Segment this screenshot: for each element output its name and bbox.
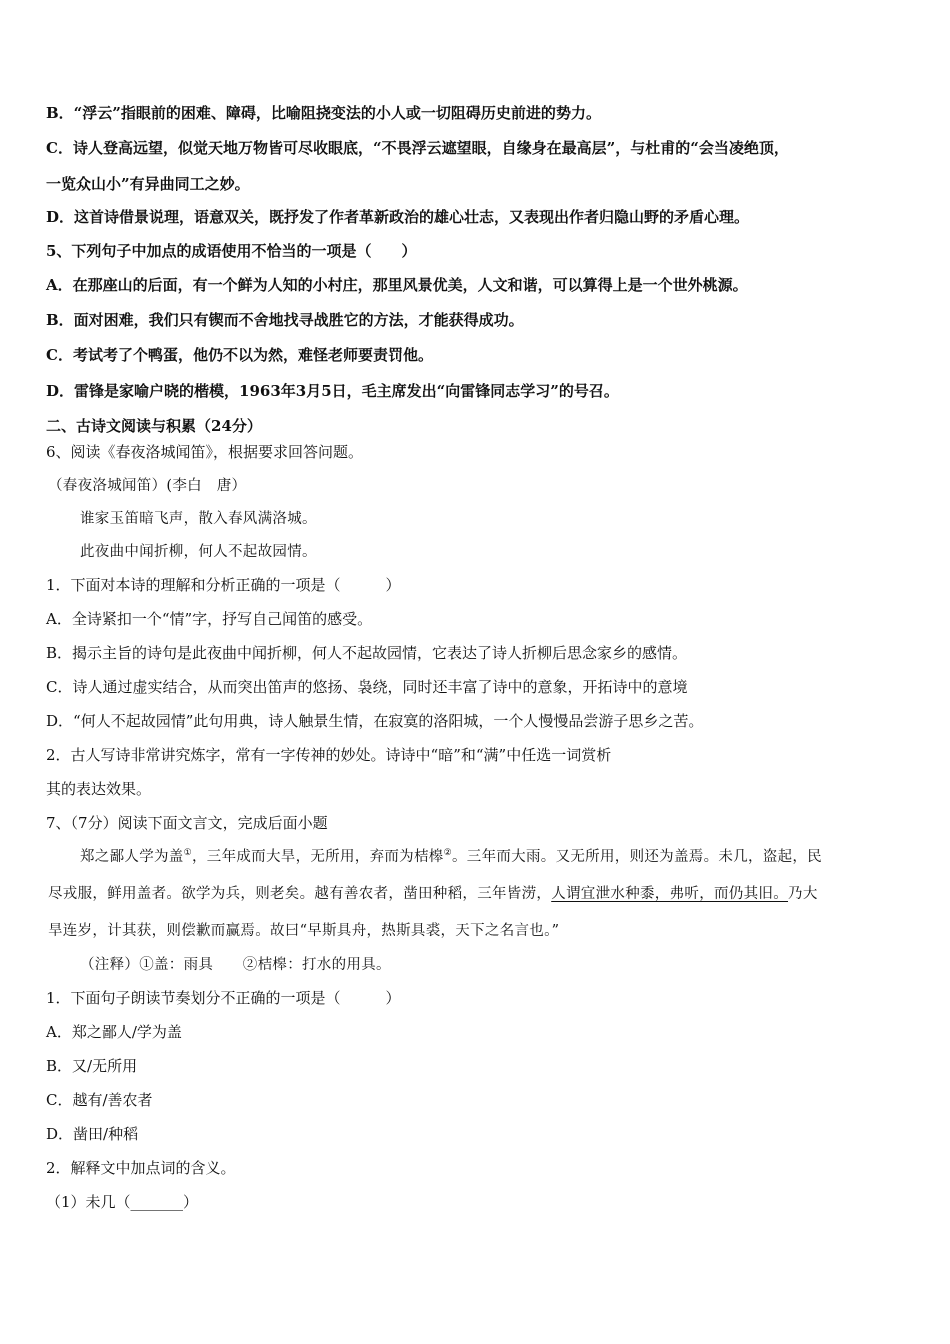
passage-text: 。三年而大雨。又无所用，则还为盖焉。未几，盗起，民 [451, 849, 822, 865]
passage-text: 尽戎服，鲜用盖者。欲学为兵，则老矣。越有善农者，凿田种稻，三年皆涝， [48, 886, 552, 902]
question-5-option-d: D．雷锋是家喻户晓的楷模，1963年3月5日，毛主席发出“向雷锋同志学习”的号召。 [46, 382, 619, 400]
question-7-1-option-d: D．凿田/种稻 [46, 1125, 139, 1143]
classical-passage-line-3: 旱连岁，计其获，则偿歉而赢焉。故曰“早斯具舟，热斯具裘，天下之名言也。” [48, 923, 560, 939]
footnote-marker-2: ② [443, 848, 452, 859]
poem-title: （春夜洛城闻笛）(李白 唐） [48, 478, 247, 494]
option-d-line: D．这首诗借景说理，语意双关，既抒发了作者革新政治的雄心壮志，又表现出作者归隐山野的矛盾心理。 [46, 208, 750, 226]
annotation-note: （注释）①盖：雨具 ②桔槔：打水的用具。 [80, 957, 391, 973]
question-5-option-b: B．面对困难，我们只有锲而不舍地找寻战胜它的方法，才能获得成功。 [46, 311, 524, 329]
passage-text: ，三年成而大旱，无所用，弃而为桔槔 [191, 849, 444, 865]
option-c-continuation: 一览众山小”有异曲同工之妙。 [46, 175, 250, 193]
question-6-2-continuation: 其的表达效果。 [46, 780, 152, 798]
question-6: 6、阅读《春夜洛城闻笛》，根据要求回答问题。 [46, 443, 364, 461]
question-7-1: 1．下面句子朗读节奏划分不正确的一项是（ ） [46, 989, 401, 1007]
question-5-option-a: A．在那座山的后面，有一个鲜为人知的小村庄，那里风景优美，人文和谐，可以算得上是一个世外桃源。 [46, 276, 748, 294]
question-7-1-option-b: B．又/无所用 [46, 1057, 138, 1075]
underlined-sentence: 人谓宜泄水种黍，弗听，而仍其旧。 [551, 886, 789, 902]
question-5: 5、下列句子中加点的成语使用不恰当的一项是（ ） [46, 242, 417, 260]
question-7-2: 2．解释文中加点词的含义。 [46, 1159, 236, 1177]
question-7: 7、（7分）阅读下面文言文，完成后面小题 [46, 814, 328, 832]
question-7-1-option-a: A．郑之鄙人/学为盖 [46, 1023, 182, 1041]
question-6-2: 2．古人写诗非常讲究炼字，常有一字传神的妙处。诗诗中“暗”和“满”中任选一词赏析 [46, 746, 612, 764]
question-6-1: 1．下面对本诗的理解和分析正确的一项是（ ） [46, 576, 401, 594]
classical-passage-line-2 [48, 884, 818, 904]
question-7-1-option-c: C．越有/善农者 [46, 1091, 153, 1109]
option-c-line: C．诗人登高远望，似觉天地万物皆可尽收眼底，“不畏浮云遮望眼，自缘身在最高层”，与杜甫的“会当凌绝顶， [46, 139, 789, 157]
poem-line-2: 此夜曲中闻折柳，何人不起故园情。 [80, 544, 317, 560]
footnote-marker-1: ① [183, 848, 192, 859]
option-b-line: B．“浮云”指眼前的困难、障碍，比喻阻挠变法的小人或一切阻碍历史前进的势力。 [46, 104, 601, 122]
question-6-1-option-a: A．全诗紧扣一个“情”字，抒写自己闻笛的感受。 [46, 610, 373, 628]
passage-text: 郑之鄙人学为盖 [80, 849, 184, 865]
section-2-heading: 二、古诗文阅读与积累（24分） [46, 417, 262, 435]
poem-line-1: 谁家玉笛暗飞声，散入春风满洛城。 [80, 511, 317, 527]
passage-text: 乃大 [788, 886, 818, 902]
question-6-1-option-b: B．揭示主旨的诗句是此夜曲中闻折柳，何人不起故园情，它表达了诗人折柳后思念家乡的感情。 [46, 644, 688, 662]
question-5-option-c: C．考试考了个鸭蛋，他仍不以为然，难怪老师要责罚他。 [46, 346, 433, 364]
question-7-2-item-1: （1）未几（_______） [46, 1193, 199, 1211]
classical-passage-line-1 [80, 847, 822, 867]
question-6-1-option-c: C．诗人通过虚实结合，从而突出笛声的悠扬、袅绕，同时还丰富了诗中的意象，开拓诗中的意境 [46, 678, 688, 696]
question-6-1-option-d: D．“何人不起故园情”此句用典，诗人触景生情，在寂寞的洛阳城，一个人慢慢品尝游子思乡之苦。 [46, 712, 704, 730]
